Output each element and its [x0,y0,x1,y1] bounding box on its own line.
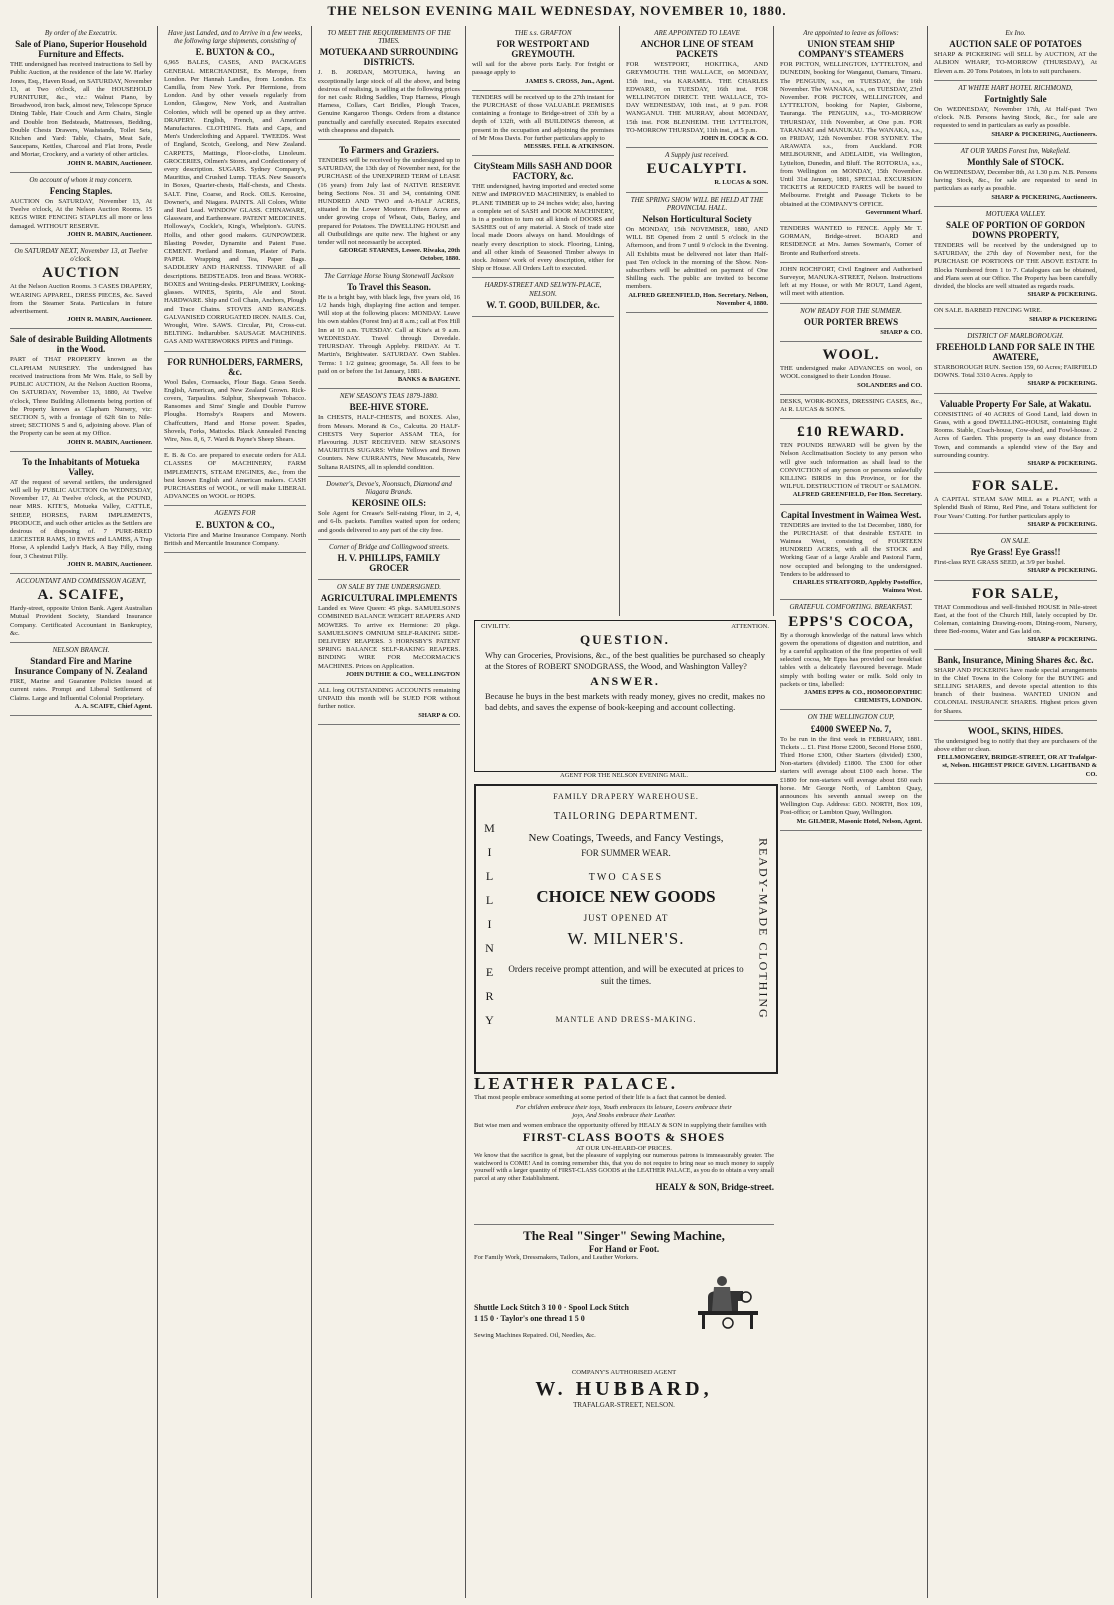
advertisement [10,244,152,329]
ad-subheading: ACCOUNTANT AND COMMISSION AGENT, [16,576,146,585]
civility-tag: CIVILITY. [481,623,510,630]
ad-signature: GEORGE STARNES, Lessee. Riwaka, 20th October, 1880. [338,247,460,263]
answer-heading: ANSWER. [590,674,660,688]
ad-signature: SHARP & PICKERING. [1027,636,1097,644]
ad-heading: Sale of Piano, Superior Household Furniture and Effects. [15,39,147,60]
ad-subheading: On account of whom it may concern. [29,175,133,184]
ad-subheading: AGENTS FOR [214,509,256,518]
column-3 [316,26,466,1598]
ad-subheading: Have just Landed, and to Arrive in a few weeks, the following large shipments, consisting of [167,29,303,46]
ad-body: TENDERS will be received by the undersigned up to SATURDAY, the 27th day of November next, for the PURCHASE OF PORTIONS OF THE ABOVE ESTATE In Blocks Numbered from 1 to 7. Catalogues can be obtained, and Plans seen at our Office. The Property has been carefully divided, the blocks are well situated as regards roads. [934,242,1097,291]
milner-line4: CHOICE NEW GOODS [536,887,716,906]
ad-heading: To Travel this Season. [347,281,431,292]
advertisement [318,140,460,269]
ad-subheading: ON SALE. [1000,536,1031,545]
singer-heading: The Real "Singer" Sewing Machine, [523,1228,725,1243]
ad-heading: Fencing Staples. [49,186,113,197]
ad-body: TENDERS will be received up to the 27th instant for the PURCHASE of those VALUABLE PREMISES containing a frontage to Bridge-street of 33ft by a depth of 132ft, with all BUILDINGS thereon, at present in the occupation and adjoining the premises of Mr Moss Davis. For further particulars apply to [472,93,614,142]
ad-body: Hardy-street, opposite Union Bank. Agent Australian Mutual Provident Society, Standard Insurance Company. Certificated Accountant in Bankruptcy, &c. [10,605,152,637]
advertisement [780,710,922,830]
question-body: Why can Groceries, Provisions, &c., of the best qualities be purchased so cheaply at the Stores of ROBERT SNODGRASS, the Wood, and Washington Valley? [485,650,765,671]
advertisement [934,207,1097,305]
ad-body: SHARP & PICKERING will SELL by AUCTION, AT the ALBION WHARF, TO-MORROW (THURSDAY), At Eleven a.m. 20 Tons Potatoes, in lots to suit purchasers. [934,51,1097,75]
advertisement [318,540,460,580]
advertisement [780,505,922,601]
advertisement [780,600,922,710]
ad-subheading: DISTRICT OF MARLBOROUGH. [967,331,1064,340]
milner-line7: Orders receive prompt attention, and will be executed at prices to suit the times. [508,964,744,986]
ad-subheading: Downer's, Devoe's, Noonsuch, Diamond and Niagara Brands. [326,479,452,496]
milner-dept: TAILORING DEPARTMENT. [553,811,699,822]
advertisement [934,534,1097,581]
advertisement [934,304,1097,328]
answer-body: Because he buys in the best markets with ready money, gives no credit, makes no bad debts, and saves the expense of book-keeping and account collecting. [485,691,765,712]
ad-heading: OUR PORTER BREWS [803,316,899,327]
milner-top: FAMILY DRAPERY WAREHOUSE. [553,792,699,801]
advertisement [626,148,768,192]
column-4 [470,26,620,616]
ad-body: TEN POUNDS REWARD will be given by the Nelson Acclimatisation Society to any person who will give such information as shall lead to the CONVICTION of any person or persons unlawfully KILLING BIRDS in this Province, or for the WILFUL DESTRUCTION of TROUT or SALMON. [780,442,922,491]
ad-subheading: THE SPRING SHOW WILL BE HELD AT THE PROVINCIAL HALL. [630,195,764,212]
ad-body: On WEDNESDAY, November 17th, At Half-past Two o'clock. N.B. Persons having Stock, &c., for sale are requested to send in particulars as early as possible. [934,106,1097,130]
advertisement [780,395,922,419]
ad-signature: SHARP & PICKERING. [1027,520,1097,528]
advertisement [934,329,1097,394]
ad-subheading: ON SALE BY THE UNDERSIGNED. [336,582,442,591]
ad-heading: AUCTION [42,265,120,282]
ad-body: By a thorough knowledge of the natural laws which govern the operations of digestion and nutrition, and by a careful application of the fine properties of well selected cocoa, Mr Epps has provided our breakfast tables with a delicately flavoured beverage. Made simply with boiling water or milk. Sold only in packets or tins, labelled: [780,631,922,688]
ad-heading: Valuable Property For Sale, at Wakatu. [939,398,1092,409]
ad-heading: A. SCAIFE, [37,587,125,604]
ad-heading: Fortnightly Sale [984,94,1047,105]
ad-body: A CAPITAL STEAM SAW MILL as a PLANT, with a Splendid Bush of Rimu, Red Pine, and Totara sufficient for Four Years' Cutting. For further particulars apply to [934,496,1097,520]
advertisement [318,580,460,684]
column-6 [778,26,928,1598]
ad-body: TENDERS are invited to the 1st December, 1880, for the PURCHASE of that desirable ESTATE in Waimea West, consisting of FOURTEEN HUNDRED ACRES, with all the STOCK and Working Gear of a large Arable and Pastoral Farm, now occupied and belonging to the undersigned. Tenders to be addressed to [780,521,922,578]
advertisement [934,650,1097,721]
ad-body: J. B. JORDAN, MOTUEKA, having an exceptionally large stock of all the above, and being desirous of realising, is selling at the following prices for net cash: Riding Saddles, Trap Harness, Plough Harness, Collars, Cart Bridles, Plough Traces, Genuine Kangaroo Thongs. Orders from a distance punctually and carefully executed. Repairs executed with cheapness and dispatch. [318,69,460,134]
advertisement [318,389,460,477]
ad-heading: SALE OF PORTION OF GORDON DOWNS PROPERTY, [945,220,1086,241]
ad-heading: FREEHOLD LAND FOR SALE IN THE AWATERE, [936,342,1095,363]
question-heading: QUESTION. [580,632,670,647]
leather-palace-ad [474,1074,774,1225]
singer-note: Sewing Machines Repaired. Oil, Needles, &c. [474,1332,596,1339]
ad-signature: SHARP & PICKERING, Auctioneers. [991,130,1097,138]
advertisement [780,342,922,395]
ad-subheading: Corner of Bridge and Collingwood streets. [329,542,449,551]
ad-body: 6,965 BALES, CASES, AND PACKAGES GENERAL MERCHANDISE, Ex Merope, from London. Per Hannah Landles, from London. Ex Camilla, from New York. Per Hermione, from London. And by other vessels regularly from London, Glasgow, New York, and Australian Colonies, which will be opened up as they arrive. DRAPERY. English, French, and American Manufactures. CLOTHING. Hats and Caps, and Men's Underclothing and Apparel. TWEEDS. West of England, Scotch, Geelong, and New Zealand. CARPETS, Mattings, Floor-cloths, Linoleum. GROCERIES, Oilmen's Stores, and Confectionery of every description. SUGARS. Sydney Company's, Mauritius, and Crushed Lump. TEAS. New Season's in Boxes, Quarter-chests, Half-chests, and Chests. SALT. Fine, Coarse, and Rock. OILS. Kerosine, Downer's, and Niagara. PAINTS. All Colors, White and Red Lead. WINDOW GLASS. CHINAWARE, Glassware, and Earthenware. PATENT MEDICINES. Holloway's, Cockle's, King's, Whelpton's. GUNS. Hollis, and other good makers. GUNPOWDER. Blasting Powder, Dynamite and Patent Fuse. CEMENT. Portland and Roman, Plaster of Paris. PAPER. Wrapping and Tea, Paper Bags. SADDLERY AND HARNESS. TINWARE of all descriptions. BEDSTEADS. Iron and Brass. WORK-BOXES and Writing-desks. PERFUMERY, Looking-glasses. WINES, Spirits, Ale and Stout. HARDWARE. Ship and Coil Chain, Anchors, Plough and Trace Chains. STOVES AND RANGES. GALVANISED CORRUGATED IRON. NAILS. Cut, Wrought, Wire. SAWS. Circular, Pit, Cross-cut. BELTING. Indiarubber. SAUSAGE MACHINES. GAS AND WATERWORKS PIPES and Fittings. [164,59,306,346]
ad-subheading: HARDY-STREET AND SELWYN-PLACE, NELSON. [484,281,602,298]
ad-body: Wool Bales, Cornsacks, Flour Bags. Grass Seeds. English, American, and New Zealand Grown. Rick-covers, Tarpaulins. Sulphur, Sheepwash Tobacco. Ransomes and Sims' Single and Double Furrow Ploughs. Hornsby's Reapers and Mowers. Chaffcutters, Hand and Horse power. Spades, Shovels, Forks, Mattocks. Black Annealed Fencing Wire, Nos. 8, 6, 7. Ward & Payne's Sheep Shears. [164,378,306,443]
ad-body: On WEDNESDAY, December 8th, At 1.30 p.m. N.B. Persons having Stock, &c., for sale are requested to send in particulars as early as possible. [934,169,1097,193]
ad-signature: JOHN R. MABIN, Auctioneer. [67,560,152,568]
ad-signature: SHARP & PICKERING. [1027,567,1097,575]
advertisement [780,222,922,263]
milner-line3: TWO CASES [588,872,664,883]
ad-body: TENDERS WANTED to FENCE. Apply Mr T. GORMAN, Bridge-street. BOARD and RESIDENCE at Mrs. James Sowman's, Corner of Bronte and Rutherford streets. [780,225,922,257]
ad-body: Victoria Fire and Marine Insurance Company. North British and Mercantile Insurance Company. [164,531,306,547]
ad-body: First-class RYE GRASS SEED, at 3/9 per bushel. [934,559,1066,567]
ad-subheading: ARE APPOINTED TO LEAVE [654,29,740,37]
ad-signature: ALFRED GREENFIELD, For Hon. Secretary. [792,491,922,499]
ad-signature: BANKS & BAIGENT. [397,375,460,383]
ad-signature: FELLMONGERY, BRIDGE-STREET, OR AT Trafalgar-st, Nelson. HIGHEST PRICE GIVEN. LIGHTBAND & CO. [937,754,1097,778]
advertisement [934,721,1097,784]
ad-body: TENDERS will be received by the undersigned up to SATURDAY, the 13th day of November next, for the PURCHASE of the UNEXPIRED TERM of LEASE (16 years) from July last of NATIVE RESERVE being Sections Nos. 31 and 34, containing ONE HUNDRED AND TWO and A-HALF ACRES, situated in the Lower Moutere. Fifteen Acres are under growing crops of Wheat, Oats, Barley, and prepared for Potatoes. The DWELLING HOUSE and all Outbuildings are quite new. The highest or any tender will not necessarily be accepted. [318,157,460,247]
ad-heading: WOOL. [822,347,880,364]
ad-heading: Standard Fire and Marine Insurance Company of N. Zealand [14,656,148,677]
ad-signature: SHARP & PICKERING, Auctioneers. [991,193,1097,201]
ad-signature: SOLANDERS and CO. [857,381,922,389]
ad-subheading: A Supply just received. [665,151,729,160]
advertisement [472,26,614,91]
ad-body: Sole Agent for Crease's Self-raising Flour, in 2, 4, and 6-lb. packets. Families waited upon for orders; and goods delivered to any part of the city free. [318,510,460,534]
leather-signature: HEALY & SON, Bridge-street. [655,1182,774,1193]
ad-body: STARBOROUGH RUN. Section 159, 60 Acres; FAIRFIELD DOWNS. Total 3310 Acres. Apply to [934,364,1097,380]
milner-bottom: MANTLE AND DRESS-MAKING. [555,1015,697,1024]
ad-signature: JOHN DUTHIE & CO., WELLINGTON [345,670,460,678]
ad-heading: BEE-HIVE STORE. [349,402,429,413]
advertisement [318,26,460,140]
ad-signature: SHARP & PICKERING [1029,315,1097,323]
ad-body: AUCTION On SATURDAY, November 13, At Twelve o'clock, At the Nelson Auction Rooms. 15 KEGS WIRE FENCING STAPLES all more or less damaged. WITHOUT RESERVE. [10,198,152,230]
ad-heading: WOOL, SKINS, HIDES. [967,725,1064,736]
ad-heading: FOR SALE, [971,585,1060,602]
advertisement [10,574,152,643]
ad-body: E. B. & Co. are prepared to execute orders for ALL CLASSES OF MACHINERY, FARM IMPLEMENTS, STEAM ENGINES, &c., from the best known English and American makers. CASH PURCHASERS of WOOL, or will make LIBERAL ADVANCES on WOOL or HOPS. [164,452,306,501]
advertisement [10,452,152,574]
ad-body: AT the request of several settlers, the undersigned will sell by PUBLIC AUCTION On WEDNESDAY, November 17, At Twelve o'clock, at the POUND, near MRS. KITE'S, Motueka Valley, CATTLE, SHEEP, HORSES, FARM IMPLEMENTS, PRODUCE, and such other articles as the Settlers are desirous of disposing of. 7 PURE-BRED LEICESTER RAMS, 10 EWES and LAMBS, A Trap Horse, A splendid Lady's Hack, A Bay Filly, rising four, 3 Chestnut Filly. [10,478,152,560]
advertisement [10,173,152,244]
ad-heading: Monthly Sale of STOCK. [967,157,1064,168]
advertisement [318,477,460,540]
ad-subheading: ON THE WELLINGTON CUP, [807,713,895,722]
agent-note: AGENT FOR THE NELSON EVENING MAIL. [560,772,688,779]
singer-name: W. HUBBARD, [535,1378,713,1400]
ad-body: PART of THAT PROPERTY known as the CLAPHAM NURSERY. The undersigned has received instructions from Mr Wm. Hale, to Sell by PUBLIC AUCTION, At the Nelson Auction Rooms, On SATURDAY, November 13, 1880, At Twelve o'clock, Three Building Allotments being portion of the Property known as Clapham Nursery, viz: SECTION 5, with a frontage of 62ft 6in to Nile-street; SECTIONS 5 and 6, adjoining above. Plan of the Property can be seen at my Office. [10,356,152,438]
leather-heading: LEATHER PALACE. [474,1074,679,1093]
ad-signature: ALFRED GREENFIELD, Hon. Secretary. Nelson, November 4, 1880. [628,291,768,307]
advertisement [10,643,152,716]
leather-verse: For children embrace their toys, Youth embraces its leisure, Lovers embrace their joys, And Snobs embrace their Leather. [516,1104,732,1119]
ad-body: He is a bright bay, with black legs, five years old, 16 1/2 hands high, displaying fine action and temper. Will stop at the following places: MONDAY. Leave his own stables (Forest Inn) at 8 a.m.; call at Fox Hill Inn at 10 a.m. TUESDAY. Call at Kite's at 9 a.m. WEDNESDAY. Travel through Dovedale. THURSDAY. Through Appleby. FRIDAY. At T. Martin's, Brightwater. SATURDAY. Own Stables. Terms: 1 1/2 guinea; groomage, 5s. All fees to be paid on or before the 1st January, 1881. [318,293,460,375]
advertisement [164,26,306,352]
ad-body: ALL long OUTSTANDING ACCOUNTS remaining UNPAID this month will be SUED FOR without further notice. [318,686,460,711]
ad-body: THE undersigned, having imported and erected some NEW and IMPROVED MACHINERY, is enabled to PLANE TIMBER up to 24 inches wide; also, having a complete set of SASH and DOOR MACHINERY, is in a position to turn out all kinds of DOORS and SASHES out of any material. A Stock of trade size local made Doors always on hand. Mouldings of nearly every description to stock. Flooring, Lining, and all other kinds of Seasoned Timber always in stock. Joiners' work of every description, either for Ship or House. All Orders Left to executed. [472,183,614,273]
ad-body: JOHN ROCHFORT, Civil Engineer and Authorised Surveyor, MANUKA-STREET, Nelson. Instructions left at my House, or with Mr ROUT, Land Agent, will meet with attention. [780,265,922,298]
milner-line6: W. MILNER'S. [567,929,685,948]
ad-signature: JOHN R. MABIN, Auctioneer. [67,316,152,324]
milner-right-vertical: READY-MADE CLOTHING [756,838,771,1020]
ad-heading: Capital Investment in Waimea West. [780,509,922,520]
ad-heading: Nelson Horticultural Society [642,214,752,225]
advertisement [780,304,922,342]
ad-signature: JOHN H. COCK & CO. [700,135,768,143]
ad-subheading: THE s.s. GRAFTON [514,29,572,37]
milner-ad [474,784,778,1074]
ad-signature: JAMES S. CROSS, Jun., Agent. [525,77,614,85]
ad-subheading: GRATEFUL COMFORTING. BREAKFAST. [789,603,913,612]
ad-subheading: On SATURDAY NEXT, November 13, at Twelve o'clock. [14,247,148,264]
ad-heading: E. BUXTON & CO., [195,47,275,58]
ad-body: FOR PICTON, WELLINGTON, LYTTELTON, and DUNEDIN, booking for Wanganui, Oamaru, Timaru. The PENGUIN, s.s., on TUESDAY, the 16th November. The WANAKA, s.s., on TUESDAY, 23rd November. FOR PICTON, WELLINGTON, and LYTTELTON, booking for Napier, Gisborne, Tauranga. The PENGUIN, s.s., TO-MORROW THURSDAY, 11th November, at One p.m. FOR TARANAKI and MANUKAU. The WANAKA, s.s., on FRIDAY, 12th November. FOR SYDNEY. The ARAWATA s.s., from Auckland. FOR MELBOURNE, and ADELAIDE, via Wellington, Lyttelton, Dunedin, and Bluff. The ROTORUA, s.s., from Wellington on MONDAY, 15th November. Until 31st January, 1881, SPECIAL EXCURSION TICKETS at REDUCED FARES will be issued to Melbourne. Freight and Passage Tickets to be obtained at the COMPANY'S OFFICE. [780,61,922,208]
ad-subheading: Are appointed to leave as follows: [803,29,899,37]
leather-body: But wise men and women embrace the opportunity offered by HEALY & SON in supplying their families with [474,1122,767,1129]
ad-heading: KEROSINE OILS: [351,498,427,509]
sewing-machine-illustration [688,1271,768,1331]
ad-heading: E. BUXTON & CO., [195,519,275,530]
column-7 [932,26,1102,1598]
leather-big: FIRST-CLASS BOOTS & SHOES [522,1130,726,1144]
ad-heading: Bank, Insurance, Mining Shares &c. &c. [937,654,1094,665]
ad-signature: R. LUCAS & SON. [714,179,768,187]
ad-body: FIRE, Marine and Guarantee Policies issued at current rates. Prompt and Liberal Settlement of Claims. Large and Influential Colonial Proprietary. [10,678,152,702]
advertisement [318,684,460,725]
advertisement [934,26,1097,81]
column-5 [624,26,774,616]
ad-body: ON SALE. BARBED FENCING WIRE. [934,307,1042,315]
ad-signature: SHARP & PICKERING. [1027,291,1097,299]
singer-agent: COMPANY'S AUTHORISED AGENT [571,1369,677,1376]
ad-heading: FOR RUNHOLDERS, FARMERS, &c. [167,356,303,377]
ad-heading: AGRICULTURAL IMPLEMENTS [320,593,458,604]
ad-body: SHARP AND PICKERING have made special arrangements in the Chief Towns in the Colony for the BUYING and SELLING SHARES, and devote special attention to this branch of their business. WANTED UNION and COLONIAL INSURANCE SHARES. Highest prices given for Shares. [934,666,1097,715]
advertisement [780,419,922,504]
leather-tail: We know that the sacrifice is great, but the pleasure of supplying our numerous patrons is immeasurably greater. The watchword is COME! And in coming remember this, that you do not require to bring near so much money to supply yourself with a larger quantity of FIRST-CLASS GOODS at the LEATHER PALACE, as you do to obtain a very small parcel at any other Establishment. [474,1152,774,1182]
ad-heading: UNION STEAM SHIP COMPANY'S STEAMERS [798,39,904,60]
ad-signature: CHARLES STRATFORD, Appleby Postoffice, Waimea West. [792,578,922,595]
question-box [474,620,776,772]
ad-heading: To Farmers and Graziers. [339,145,439,156]
ad-subheading: MOTUEKA VALLEY. [985,209,1046,218]
column-2 [162,26,312,1598]
milner-left-vertical: MILLINERY [482,821,497,1037]
ad-body: To be run in the first week in FEBRUARY, 1881. Tickets ... £1. First Horse £2000, Second Horse £600, Third Horse £300, Other Starters (divided) £300, Non-starters (divided) £1800. The £300 for other starters will average about £100 each horse. The £1800 for non-starters will average about £60 each horse. Mr George North, of Lambton Quay, announces his seventh annual sweep on the Wellington Cup. Address: GEO. NORTH, Box 109, Post-office; or Lambton Quay, Wellington. [780,735,922,817]
advertisement [780,263,922,304]
milner-line5: JUST OPENED AT [583,913,669,923]
advertisement [934,473,1097,534]
attention-tag: ATTENTION. [731,623,769,630]
ad-body: THAT Commodious and well-finished HOUSE in Nile-street East, at the foot of the Church Hill, lately occupied by Dr. Coleman, containing Drawing-room, Dining-room, Nursery, three Bed-rooms, Water and Gas laid on. [934,603,1097,636]
ad-signature: MESSRS. FELL & ATKINSON. [523,143,614,151]
ad-signature: SHARP & PICKERING. [1027,459,1097,467]
ad-body: THE undersigned make ADVANCES on wool, on WOOL consigned to their London House. [780,365,922,381]
column-1 [8,26,158,1598]
milner-line2: FOR SUMMER WEAR. [581,848,671,858]
ad-signature: A. A. SCAIFE, Chief Agent. [74,702,152,710]
ad-subheading: The Carriage Horse Young Stonewall Jackson [324,271,454,280]
ad-signature: JOHN R. MABIN, Auctioneer. [67,230,152,238]
advertisement [780,26,922,222]
ad-subheading: AT WHITE HART HOTEL RICHMOND, [958,83,1073,92]
ad-body: In CHESTS, HALF-CHESTS, and BOXES. Also, from Messrs. Morand & Co., Calcutta. 20 HALF-CHESTS Very Superior ASSAM TEA, for Flavouring. JUST RECEIVED. NEW SEASON'S MAURITIUS SUGARS: White Yellows and Brown Counters. New CURRANTS, New Muscatels, New Sultana RAISINS, all in splendid condition. [318,414,460,471]
singer-sub: For Hand or Foot. [588,1244,660,1254]
advertisement [164,352,306,450]
ad-body: CONSISTING of 40 ACRES of Good Land, laid down in Grass, with a good DWELLING-HOUSE, containing Eight Rooms. Stable, Coach-house, Cow-shed, and Fowl-house. 2 Acres of Garden. This property is an easy distance from Town, and commands a splendid view of the Bay and surrounding country. [934,410,1097,459]
advertisement [472,91,614,156]
ad-heading: £10 REWARD. [797,424,905,441]
ad-heading: CitySteam Mills SASH AND DOOR FACTORY, &c. [473,161,613,182]
advertisement [626,26,768,148]
ad-subheading: NOW READY FOR THE SUMMER. [800,306,902,315]
singer-address: TRAFALGAR-STREET, NELSON. [573,1401,675,1409]
leather-small: AT OUR UN-HEARD-OF PRICES. [576,1145,672,1152]
ad-body: The undersigned beg to notify that they are purchasers of the above either or clean. [934,737,1097,753]
ad-signature: Mr. GILMER, Masonic Hotel, Nelson, Agent. [796,817,922,825]
singer-prices: Shuttle Lock Stitch 3 10 0 · Spool Lock Stitch 1 15 0 · Taylor's one thread 1 5 0 [474,1303,629,1323]
advertisement [934,81,1097,144]
ad-heading: EUCALYPTI. [646,161,748,178]
advertisement [472,278,614,316]
ad-heading: MOTUEKA AND SURROUNDING DISTRICTS. [319,47,459,68]
advertisement [934,394,1097,473]
advertisement [318,269,460,389]
singer-intro: For Family Work, Dressmakers, Tailors, and Leather Workers. [474,1254,639,1261]
ad-heading: ANCHOR LINE OF STEAM PACKETS [640,39,754,60]
advertisement [164,506,306,553]
ad-subheading: NEW SEASON'S TEAS 1879-1880. [339,392,439,401]
milner-line1: New Coatings, Tweeds, and Fancy Vestings, [528,832,724,844]
advertisement [10,26,152,173]
advertisement [472,156,614,278]
advertisement [10,329,152,451]
ad-heading: Rye Grass! Eye Grass!! [970,547,1061,558]
ad-body: Landed ex Wave Queen: 45 pkgs. SAMUELSON'S COMBINED BALANCE WEIGHT REAPERS AND MOWERS. To arrive ex Hermione: 20 pkgs. SAMUELSON'S OMNIUM SELF-RAKING SIDE-DELIVERY REAPERS. 3 HORNSBY'S PATENT SPRING BALANCE SELF-RAKING REAPERS. BINDING WIRE FOR McCORMACK'S MACHINES. Prices on Application. [318,605,460,670]
ad-heading: Sale of desirable Building Allotments in the Wood. [10,334,153,355]
ad-heading: W. T. GOOD, BUILDER, &c. [486,299,600,310]
ad-body: FOR WESTPORT, HOKITIKA, AND GREYMOUTH. THE WALLACE, on MONDAY, 15th inst., via KARAMEA. THE CHARLES EDWARD, on TUESDAY, 16th inst. FOR WELLINGTON DIRECT. THE WALLACE, TO-DAY WEDNESDAY, 10th inst., at 9 p.m. FOR WANGANUI. THE MURRAY, about MONDAY, 15th inst. FOR BLENHEIM. THE LYTTELTON, TO-MORROW THURSDAY, 11th inst., at 5 p.m. [626,61,768,134]
ad-signature: SHARP & CO. [880,328,922,336]
ad-heading: £4000 SWEEP No. 7, [810,723,892,734]
ad-body: DESKS, WORK-BOXES, DRESSING CASES, &c., At R. LUCAS & SON'S. [780,397,922,413]
advertisement [934,581,1097,650]
ad-signature: JOHN R. MABIN, Auctioneer. [67,438,152,446]
ad-signature: JAMES EPPS & CO., HOMOEOPATHIC CHEMISTS, LONDON. [804,688,922,705]
ad-body: will sail for the above ports Early. For freight or passage apply to [472,61,614,77]
ad-signature: SHARP & PICKERING. [1027,380,1097,388]
ad-body: THE undersigned has received instructions to Sell by Public Auction, at the residence of the late W. Harley Jones, Esq., Haven Road, on SATURDAY, November 13, at Two o'clock, all the HOUSEHOLD FURNITURE, &c., viz.: Walnut Piano, by Broadwood, iron back, almost new, Telescope Spruce Dining Table, Hair Couch and Arm Chairs, Single and Double Iron Bedsteads, Mattresses, Bedding, Double Chests Drawers, Washstands, Toilet Sets, Kitchen and Yard: Table, Chairs, Meat Safe, Saucepans, Kettles, Charcoal and Flat Irons, Pestle and Mortar, Crockery, and a variety of other articles. [10,61,152,159]
advertisement [934,144,1097,207]
singer-ad [474,1228,774,1588]
masthead: THE NELSON EVENING MAIL WEDNESDAY, NOVEMBER 10, 1880. [327,3,787,18]
ad-signature: JOHN R. MABIN, Auctioneer. [67,159,152,167]
ad-heading: AUCTION SALE OF POTATOES [949,39,1082,50]
ad-subheading: Ex Ino. [1005,29,1026,37]
ad-subheading: NELSON BRANCH. [52,645,110,654]
ad-heading: EPPS'S COCOA, [788,613,914,630]
ad-heading: H. V. PHILLIPS, FAMILY GROCER [337,552,441,573]
ad-subheading: By order of the Executrix. [44,29,118,37]
ad-body: On MONDAY, 15th NOVEMBER, 1880, AND WILL BE Opened from 2 until 5 o'clock in the Afternoon, and from 7 until 9 o'clock in the Evening. All Exhibits must be delivered not later than Half-past Ten o'clock in the morning of the Show. Non-subscribers will be admitted on payment of One Shilling each. The public are invited to become members. [626,226,768,291]
ad-signature: Government Wharf. [865,208,922,216]
ad-heading: FOR WESTPORT AND GREYMOUTH. [496,39,590,60]
advertisement [164,449,306,506]
leather-intro: That most people embrace something at some period of their life is a fact that cannot be denied. [474,1094,727,1101]
ad-subheading: TO MEET THE REQUIREMENTS OF THE TIMES. [327,29,451,46]
ad-body: At the Nelson Auction Rooms. 3 CASES DRAPERY, WEARING APPAREL, DRESS PIECES, &c. Saved from the Steamer Srata. Particulars in future advertisement. [10,283,152,316]
advertisement [626,193,768,313]
ad-heading: To the Inhabitants of Motueka Valley. [22,456,140,477]
ad-signature: SHARP & CO. [418,711,460,719]
ad-subheading: AT OUR YARDS Forest Inn, Wakefield. [960,146,1071,155]
ad-heading: FOR SALE. [971,478,1060,495]
